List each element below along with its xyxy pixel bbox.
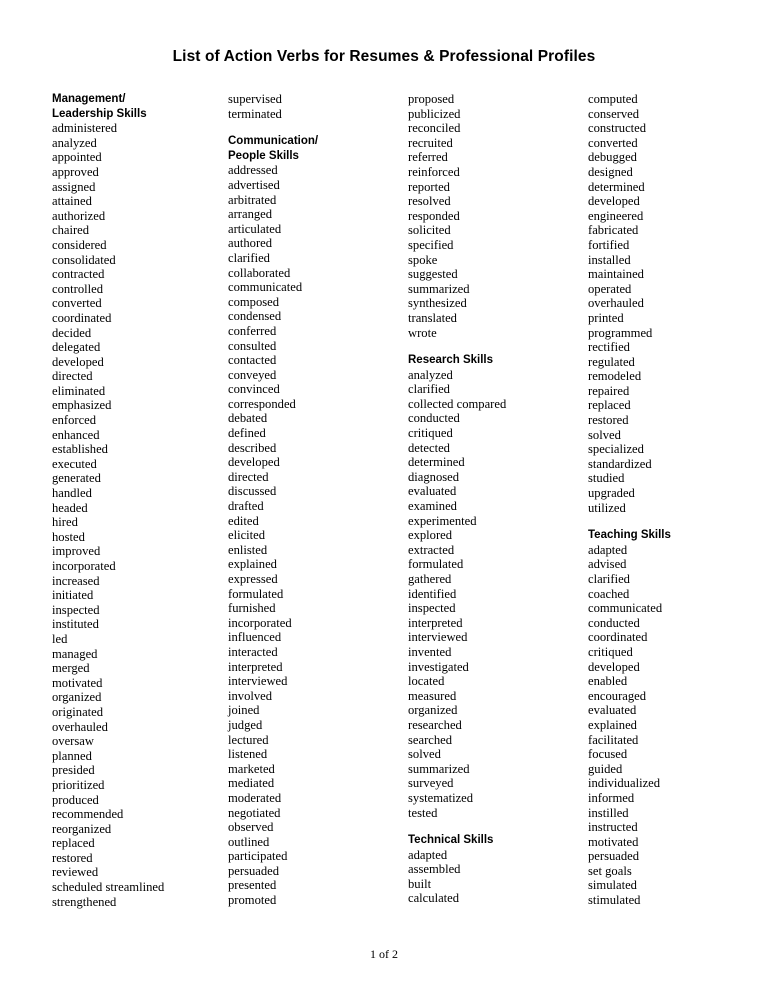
verb-item: examined	[408, 499, 457, 514]
verb-item: explained	[588, 717, 637, 732]
verb-item: simulated	[588, 878, 637, 893]
verb-item: determined	[588, 179, 645, 194]
verb-item: suggested	[408, 267, 458, 282]
verb-item: marketed	[228, 761, 275, 776]
verb-item: enabled	[588, 674, 628, 689]
verb-item: inspected	[52, 602, 100, 617]
verb-item: restored	[52, 850, 93, 865]
verb-item: built	[408, 876, 432, 891]
verb-item: systematized	[408, 790, 474, 805]
verb-item: collected compared	[408, 396, 507, 411]
verb-item: communicated	[588, 601, 663, 616]
verb-item: programmed	[588, 325, 653, 340]
verb-item: instructed	[588, 820, 638, 835]
verb-item: utilized	[588, 500, 626, 515]
verb-item: hired	[52, 515, 78, 530]
verb-item: condensed	[228, 309, 282, 324]
group-heading: Management/	[52, 93, 126, 105]
verb-item: furnished	[228, 601, 276, 616]
verb-item: directed	[52, 369, 93, 384]
verb-item: spoke	[408, 252, 438, 267]
verb-item: instituted	[52, 617, 99, 632]
verb-item: wrote	[408, 325, 437, 340]
group-heading: Technical Skills	[408, 834, 494, 847]
verb-item: terminated	[228, 106, 282, 121]
verb-item: generated	[52, 471, 101, 486]
verb-item: interviewed	[408, 630, 468, 645]
verb-item: reinforced	[408, 164, 460, 179]
verb-item: drafted	[228, 499, 264, 514]
verb-item: critiqued	[408, 426, 453, 441]
verb-item: set goals	[588, 863, 632, 878]
verb-group	[408, 353, 584, 820]
verb-group	[588, 528, 764, 907]
verb-item: analyzed	[408, 367, 453, 382]
column-1	[48, 92, 228, 909]
verb-item: controlled	[52, 281, 104, 296]
verb-item: resolved	[408, 194, 451, 209]
group-heading: Research Skills	[408, 354, 494, 367]
verb-group	[228, 92, 404, 121]
verb-item: developed	[588, 659, 640, 674]
verb-item: persuaded	[588, 849, 640, 864]
verb-item: chaired	[52, 223, 90, 238]
verb-item: interacted	[228, 644, 278, 659]
verb-item: regulated	[588, 354, 635, 369]
verb-item: searched	[408, 732, 453, 747]
verb-item: merged	[52, 661, 90, 676]
verb-item: fabricated	[588, 223, 639, 238]
verb-item: guided	[588, 761, 623, 776]
verb-item: supervised	[228, 92, 282, 106]
verb-item: persuaded	[228, 863, 280, 878]
verb-item: stimulated	[588, 893, 641, 908]
verb-item: reported	[408, 179, 450, 194]
verb-item: adapted	[408, 847, 448, 862]
verb-item: managed	[52, 646, 98, 661]
verb-item: invented	[408, 644, 452, 659]
verb-item: standardized	[588, 456, 652, 471]
verb-item: articulated	[228, 221, 282, 236]
verb-item: enforced	[52, 413, 97, 428]
verb-item: remodeled	[588, 369, 642, 384]
verb-item: surveyed	[408, 776, 454, 791]
verb-item: determined	[408, 455, 465, 470]
verb-item: lectured	[228, 732, 269, 747]
verb-item: developed	[52, 354, 104, 369]
verb-item: solicited	[408, 223, 451, 238]
verb-item: eliminated	[52, 383, 106, 398]
verb-item: operated	[588, 281, 632, 296]
verb-item: translated	[408, 310, 457, 325]
verb-item: assembled	[408, 862, 461, 877]
verb-item: addressed	[228, 163, 278, 178]
verb-item: joined	[228, 703, 260, 718]
verb-item: observed	[228, 820, 274, 835]
verb-item: investigated	[408, 659, 469, 674]
verb-item: motivated	[52, 675, 103, 690]
verb-item: facilitated	[588, 732, 639, 747]
column-4	[584, 92, 764, 908]
verb-item: solved	[408, 747, 441, 762]
verb-item: executed	[52, 456, 97, 471]
verb-item: evaluated	[588, 703, 637, 718]
verb-item: composed	[228, 294, 280, 309]
verb-item: synthesized	[408, 296, 467, 311]
verb-item: debated	[228, 411, 268, 426]
verb-item: gathered	[408, 572, 452, 586]
verb-item: overhauled	[52, 719, 108, 734]
verb-item: converted	[588, 135, 638, 150]
verb-item: negotiated	[228, 805, 281, 820]
verb-item: interpreted	[408, 615, 463, 630]
verb-item: led	[52, 631, 68, 646]
verb-item: expressed	[228, 572, 278, 586]
verb-item: participated	[228, 849, 288, 864]
verb-item: considered	[52, 237, 107, 252]
column-2	[228, 92, 404, 908]
verb-item: focused	[588, 747, 628, 762]
group-heading: Leadership Skills	[52, 107, 147, 120]
verb-item: recommended	[52, 807, 124, 822]
verb-item: edited	[228, 513, 259, 528]
verb-item: corresponded	[228, 396, 296, 411]
verb-item: interpreted	[228, 659, 283, 674]
verb-item: moderated	[228, 790, 282, 805]
verb-item: prioritized	[52, 777, 105, 792]
verb-item: motivated	[588, 834, 639, 849]
verb-item: initiated	[52, 588, 94, 603]
verb-item: authored	[228, 236, 273, 251]
verb-item: conferred	[228, 323, 277, 338]
verb-item: headed	[52, 500, 88, 515]
verb-columns	[48, 92, 720, 909]
verb-item: researched	[408, 717, 462, 732]
verb-item: studied	[588, 471, 625, 486]
verb-item: instilled	[588, 805, 629, 820]
verb-item: decided	[52, 325, 92, 340]
group-heading: Communication/	[228, 135, 319, 148]
verb-item: enhanced	[52, 427, 100, 442]
verb-item: designed	[588, 164, 633, 179]
verb-item: enlisted	[228, 542, 268, 557]
verb-item: organized	[408, 703, 458, 718]
verb-item: explained	[228, 557, 277, 572]
verb-item: developed	[588, 194, 640, 209]
verb-item: judged	[228, 717, 263, 732]
verb-item: overhauled	[588, 296, 644, 311]
verb-item: debugged	[588, 150, 637, 165]
verb-item: clarified	[588, 572, 630, 586]
verb-item: measured	[408, 688, 457, 703]
page-footer: 1 of 2	[370, 947, 398, 961]
verb-item: authorized	[52, 208, 106, 223]
verb-item: installed	[588, 252, 631, 267]
verb-item: computed	[588, 92, 638, 106]
group-heading: People Skills	[228, 149, 299, 162]
verb-item: scheduled streamlined	[52, 880, 165, 895]
verb-item: explored	[408, 528, 453, 543]
verb-item: improved	[52, 544, 101, 559]
verb-item: presented	[228, 878, 277, 893]
verb-item: detected	[408, 440, 450, 455]
verb-item: replaced	[588, 398, 631, 413]
verb-item: responded	[408, 208, 460, 223]
verb-item: described	[228, 440, 277, 455]
verb-item: reviewed	[52, 865, 99, 880]
verb-item: clarified	[228, 250, 270, 265]
verb-group	[408, 92, 584, 340]
verb-item: developed	[228, 455, 280, 470]
verb-item: diagnosed	[408, 469, 460, 484]
verb-item: listened	[228, 747, 268, 762]
verb-item: coordinated	[588, 630, 648, 645]
verb-item: conserved	[588, 106, 640, 121]
verb-item: restored	[588, 413, 629, 428]
verb-item: outlined	[228, 834, 270, 849]
verb-item: publicized	[408, 106, 461, 121]
verb-item: contacted	[228, 353, 277, 368]
verb-item: communicated	[228, 280, 303, 295]
verb-item: formulated	[228, 586, 284, 601]
verb-item: repaired	[588, 383, 630, 398]
verb-item: engineered	[588, 208, 644, 223]
verb-item: influenced	[228, 630, 282, 645]
verb-item: fortified	[588, 237, 630, 252]
verb-item: upgraded	[588, 486, 635, 501]
verb-item: individualized	[588, 776, 661, 791]
verb-group	[52, 92, 228, 909]
verb-item: clarified	[408, 382, 450, 397]
verb-item: conducted	[588, 615, 640, 630]
verb-item: recruited	[408, 135, 453, 150]
verb-item: planned	[52, 748, 92, 763]
verb-item: maintained	[588, 267, 644, 282]
verb-item: constructed	[588, 121, 647, 136]
verb-item: solved	[588, 427, 621, 442]
verb-item: incorporated	[228, 615, 292, 630]
verb-item: established	[52, 442, 108, 457]
verb-item: summarized	[408, 761, 470, 776]
verb-group	[588, 92, 764, 515]
verb-item: mediated	[228, 776, 275, 791]
verb-item: directed	[228, 469, 269, 484]
verb-item: analyzed	[52, 135, 97, 150]
verb-item: approved	[52, 164, 99, 179]
verb-item: appointed	[52, 150, 102, 165]
verb-item: oversaw	[52, 734, 94, 749]
verb-item: consolidated	[52, 252, 116, 267]
verb-item: specified	[408, 237, 454, 252]
verb-item: assigned	[52, 179, 96, 194]
verb-item: inspected	[408, 601, 456, 616]
verb-item: elicited	[228, 528, 266, 543]
verb-item: calculated	[408, 891, 460, 906]
verb-group	[228, 134, 404, 907]
verb-item: convinced	[228, 382, 280, 397]
verb-item: delegated	[52, 340, 101, 355]
verb-item: originated	[52, 704, 104, 719]
verb-item: located	[408, 674, 445, 689]
verb-item: emphasized	[52, 398, 112, 413]
verb-item: attained	[52, 194, 92, 209]
verb-item: identified	[408, 586, 457, 601]
verb-item: organized	[52, 690, 102, 705]
verb-item: encouraged	[588, 688, 647, 703]
verb-item: hosted	[52, 529, 85, 544]
verb-item: evaluated	[408, 484, 457, 499]
column-3	[404, 92, 584, 906]
verb-item: incorporated	[52, 559, 116, 573]
verb-item: extracted	[408, 542, 455, 557]
verb-item: coached	[588, 586, 630, 601]
verb-item: defined	[228, 426, 266, 441]
verb-item: rectified	[588, 340, 630, 355]
verb-item: replaced	[52, 836, 95, 851]
verb-item: arranged	[228, 207, 273, 222]
verb-item: advised	[588, 557, 627, 572]
verb-item: produced	[52, 792, 99, 807]
verb-item: promoted	[228, 893, 277, 908]
verb-item: printed	[588, 310, 624, 325]
verb-item: discussed	[228, 484, 277, 499]
verb-item: strengthened	[52, 894, 117, 909]
verb-item: handled	[52, 486, 92, 501]
verb-item: arbitrated	[228, 192, 277, 207]
verb-item: reorganized	[52, 821, 112, 836]
verb-item: consulted	[228, 338, 277, 353]
verb-item: proposed	[408, 92, 455, 106]
group-heading: Teaching Skills	[588, 529, 671, 542]
verb-item: critiqued	[588, 644, 633, 659]
verb-item: collaborated	[228, 265, 291, 280]
verb-item: formulated	[408, 557, 464, 572]
verb-item: interviewed	[228, 674, 288, 689]
verb-item: conveyed	[228, 367, 277, 382]
verb-item: referred	[408, 150, 448, 165]
verb-item: coordinated	[52, 310, 112, 325]
verb-item: advertised	[228, 177, 280, 192]
verb-item: specialized	[588, 442, 644, 457]
verb-item: conducted	[408, 411, 460, 426]
verb-item: involved	[228, 688, 273, 703]
verb-group	[408, 833, 584, 906]
verb-item: experimented	[408, 513, 477, 528]
verb-item: reconciled	[408, 121, 461, 136]
verb-item: contracted	[52, 267, 105, 282]
verb-item: presided	[52, 763, 95, 778]
verb-item: informed	[588, 790, 635, 805]
page-title: List of Action Verbs for Resumes & Professional Profiles	[172, 48, 596, 65]
verb-item: converted	[52, 296, 102, 311]
verb-item: administered	[52, 121, 118, 136]
verb-item: increased	[52, 573, 100, 588]
verb-item: tested	[408, 805, 438, 820]
verb-item: adapted	[588, 542, 628, 557]
verb-item: summarized	[408, 281, 470, 296]
